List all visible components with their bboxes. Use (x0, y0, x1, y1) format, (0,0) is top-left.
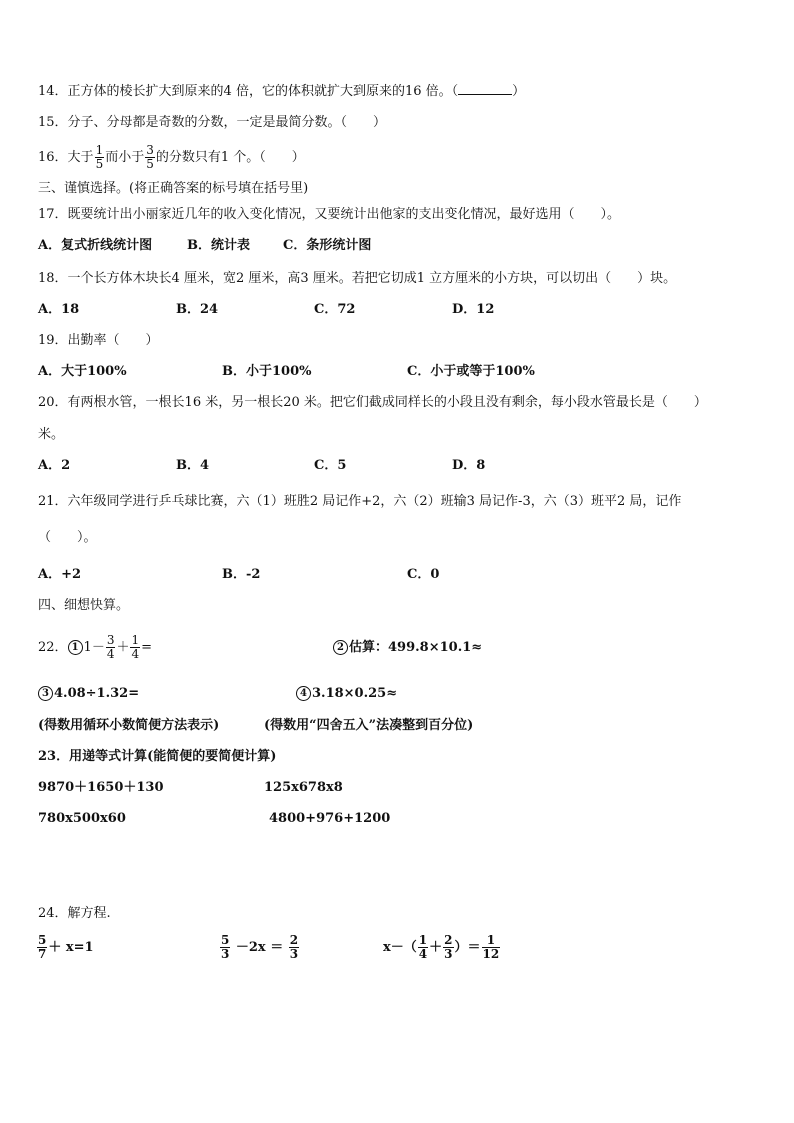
denominator: 12 (482, 947, 500, 961)
option-b[interactable]: B．统计表 (187, 238, 250, 253)
numerator: 3 (106, 633, 115, 647)
denominator: 5 (95, 157, 104, 171)
expression-3: 780x500x60 (38, 811, 126, 826)
option-a[interactable]: A．+2 (38, 567, 82, 582)
question-22-part-1 (38, 630, 152, 666)
numerator: 1 (131, 633, 140, 647)
option-c[interactable]: C．小于或等于100% (407, 364, 535, 379)
question-text: 而小于 (105, 150, 145, 165)
numerator: 5 (38, 933, 47, 947)
numerator: 1 (418, 933, 428, 947)
question-23-title: 23．用递等式计算(能简便的要简便计算) (38, 749, 277, 764)
option-a[interactable]: A．18 (38, 302, 80, 317)
numerator: 5 (221, 933, 230, 947)
fraction (418, 934, 428, 961)
option-b[interactable]: B．4 (176, 458, 210, 473)
question-text: 有两根水管，一根长16 米，另一根长20 米。把它们截成同样长的小段且没有剩余，每小段水管最长是（ ） (67, 395, 707, 410)
option-b[interactable]: B．小于100% (222, 364, 312, 379)
question-21 (38, 493, 681, 511)
expression: 1－ (83, 640, 105, 655)
question-text: 的分数只有1 个。（ ） (155, 150, 305, 165)
question-text: 既要统计出小丽家近几年的收入变化情况，又要统计出他家的支出变化情况，最好选用（ ）。 (67, 207, 621, 222)
option-a[interactable]: A．大于100% (38, 364, 127, 379)
question-16 (38, 142, 305, 174)
option-c[interactable]: C．0 (407, 567, 440, 582)
expression-1: 9870＋1650＋130 (38, 780, 164, 795)
plus-sign: ＋ (116, 640, 130, 655)
fraction (37, 934, 47, 961)
option-c[interactable]: C．条形统计图 (283, 238, 372, 253)
denominator: 5 (146, 157, 154, 171)
section-4-heading: 四、细想快算。 (38, 598, 130, 613)
numerator: 1 (95, 143, 104, 157)
expression: 3.18×0.25≈ (312, 686, 398, 701)
equals-sign: = (141, 640, 153, 655)
question-text: 分子、分母都是奇数的分数，一定是最简分数。（ ） (67, 115, 387, 130)
option-b[interactable]: B．-2 (222, 567, 261, 582)
fraction (95, 144, 105, 171)
fraction (106, 634, 116, 661)
paren-close: ） (512, 84, 526, 99)
equation-text: x－（ (383, 940, 417, 955)
plus-sign: ＋ (429, 940, 443, 955)
equation-3 (383, 928, 501, 968)
numerator: 3 (146, 143, 154, 157)
fraction (145, 144, 155, 171)
question-number: 18． (38, 271, 68, 286)
question-24-title: 24．解方程. (38, 906, 111, 921)
option-a[interactable]: A．复式折线统计图 (38, 238, 153, 253)
fraction (289, 934, 299, 961)
question-text: 一个长方体木块长4 厘米，宽2 厘米，高3 厘米。若把它切成1 立方厘米的小方块，可以切出（ ）块。 (67, 271, 677, 286)
question-number: 16． (38, 150, 68, 165)
expression-4: 4800+976+1200 (269, 811, 391, 826)
answer-blank[interactable] (458, 82, 512, 95)
fraction (482, 934, 501, 961)
circled-number-3: 3 (38, 686, 53, 701)
question-text: 正方体的棱长扩大到原来的4 倍，它的体积就扩大到原来的16 倍。（ (67, 84, 459, 99)
equation-1 (36, 928, 94, 968)
question-18 (38, 270, 676, 288)
denominator: 4 (131, 647, 140, 661)
question-number: 19． (38, 333, 68, 348)
circled-number-1: 1 (68, 640, 83, 655)
equation-text: ）＝ (454, 940, 481, 955)
question-number: 22． (38, 640, 68, 655)
question-22-part-2 (333, 639, 482, 657)
question-22-part-4 (296, 685, 397, 703)
option-d[interactable]: D．8 (452, 458, 486, 473)
fraction (130, 634, 140, 661)
question-number: 17． (38, 207, 68, 222)
question-20-continued: 米。 (38, 427, 65, 442)
fraction (220, 934, 230, 961)
denominator: 3 (289, 947, 299, 961)
equation-text: ＋ x=1 (48, 940, 94, 955)
question-text: 出勤率（ ） (67, 333, 159, 348)
question-21-continued: （ ）。 (38, 530, 97, 545)
option-a[interactable]: A．2 (38, 458, 71, 473)
option-d[interactable]: D．12 (452, 302, 495, 317)
question-number: 20． (38, 395, 68, 410)
note-repeating-decimal: (得数用循环小数简便方法表示) (38, 718, 220, 733)
option-b[interactable]: B．24 (176, 302, 219, 317)
expression: 4.08÷1.32= (54, 686, 140, 701)
denominator: 3 (444, 947, 453, 961)
fraction (443, 934, 453, 961)
question-19 (38, 332, 159, 350)
question-14 (38, 82, 525, 101)
denominator: 4 (106, 647, 115, 661)
option-c[interactable]: C．5 (314, 458, 347, 473)
question-text: 大于 (67, 150, 94, 165)
question-number: 14． (38, 84, 68, 99)
denominator: 7 (38, 947, 47, 961)
note-rounding: (得数用“四舍五入”法凑整到百分位) (264, 718, 474, 733)
expression-2: 125x678x8 (264, 780, 343, 795)
question-text: 六年级同学进行乒乓球比赛，六（1）班胜2 局记作+2，六（2）班输3 局记作-3，六（3）班平2 局，记作 (67, 494, 682, 509)
question-22-part-3 (38, 685, 139, 703)
numerator: 1 (482, 934, 501, 948)
expression: 估算：499.8×10.1≈ (349, 640, 483, 655)
circled-number-4: 4 (296, 686, 311, 701)
section-3-heading: 三、谨慎选择。(将正确答案的标号填在括号里) (38, 181, 309, 196)
circled-number-2: 2 (333, 640, 348, 655)
denominator: 4 (418, 947, 428, 961)
question-number: 15． (38, 115, 68, 130)
numerator: 2 (444, 933, 453, 947)
denominator: 3 (221, 947, 230, 961)
equation-2 (219, 928, 300, 968)
numerator: 2 (289, 933, 299, 947)
question-20 (38, 394, 707, 412)
equation-text: －2x ＝ (235, 940, 284, 955)
question-15 (38, 114, 386, 132)
option-c[interactable]: C．72 (314, 302, 356, 317)
question-number: 21． (38, 494, 68, 509)
question-17 (38, 206, 620, 224)
